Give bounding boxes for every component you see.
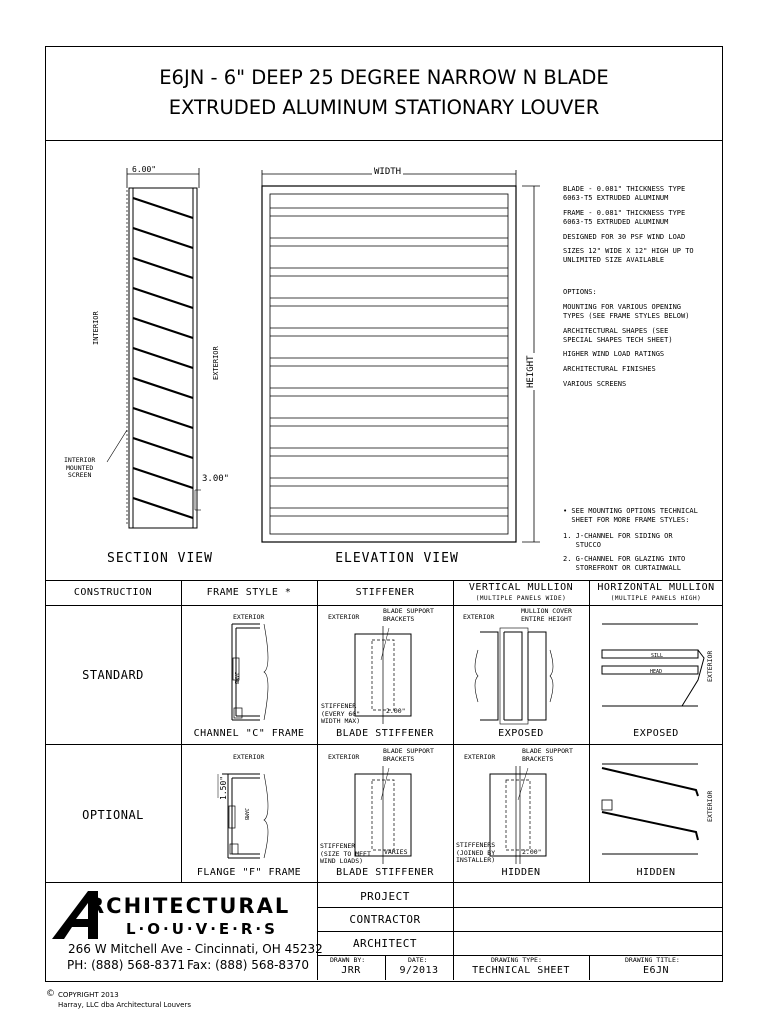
header-horizontal-mullion: HORIZONTAL MULLION xyxy=(597,582,715,593)
tb-drawn-by: JRR xyxy=(341,965,361,976)
header-stiffener: STIFFENER xyxy=(355,587,415,598)
header-frame-style: FRAME STYLE * xyxy=(206,587,292,598)
opt-vm-dim: 2.00" xyxy=(522,848,542,856)
std-vm-cover: MULLION COVER ENTIRE HEIGHT xyxy=(521,607,572,623)
elevation-view-caption: ELEVATION VIEW xyxy=(335,551,459,566)
company-address: 266 W Mitchell Ave - Cincinnati, OH 45232 xyxy=(68,942,323,956)
opt-stiffener-note: STIFFENER (SIZE TO MEET WIND LOADS) xyxy=(320,842,371,865)
spec-options-heading: OPTIONS: xyxy=(563,288,597,296)
section-exterior-label: EXTERIOR xyxy=(212,346,220,380)
std-hm-exterior: EXTERIOR xyxy=(706,650,714,682)
table-bottom-line xyxy=(45,882,723,883)
std-stiffener-exterior: EXTERIOR xyxy=(328,613,360,621)
logo-wordmark xyxy=(88,894,290,918)
std-horizontal-mullion-drawing xyxy=(600,620,710,710)
header-construction: CONSTRUCTION xyxy=(73,587,153,598)
elevation-height-dim: HEIGHT xyxy=(526,355,536,388)
company-phone: PH: (888) 568-8371 xyxy=(67,958,185,972)
opt-vm-caption: HIDDEN xyxy=(501,867,541,878)
opt-hm-caption: HIDDEN xyxy=(636,867,676,878)
opt-vm-brackets: BLADE SUPPORT BRACKETS xyxy=(522,747,573,763)
std-stiffener-note: STIFFENER (EVERY 60" WIDTH MAX) xyxy=(321,702,361,725)
elevation-view-drawing xyxy=(258,166,548,546)
table-row-divider xyxy=(45,744,723,745)
spec-option-mounting: MOUNTING FOR VARIOUS OPENING TYPES (SEE FRAME STYLES BELOW) xyxy=(563,303,690,320)
opt-stiffener-brackets: BLADE SUPPORT BRACKETS xyxy=(383,747,434,763)
spec-item-gchannel: 2. G-CHANNEL FOR GLAZING INTO STOREFRONT OR CURTAINWALL xyxy=(563,555,686,572)
section-screen-note: INTERIOR MOUNTED SCREEN xyxy=(64,456,96,479)
std-frame-caption: CHANNEL "C" FRAME xyxy=(193,728,305,739)
spec-option-finishes: ARCHITECTURAL FINISHES xyxy=(563,365,656,373)
opt-frame-caption: FLANGE "F" FRAME xyxy=(196,867,302,878)
logo-word-architectural: RCHITECTURAL xyxy=(88,894,291,918)
tb-contractor-label: CONTRACTOR xyxy=(349,913,421,926)
std-hm-sill: SILL xyxy=(651,653,664,659)
tb-drawing-type: TECHNICAL SHEET xyxy=(472,965,570,976)
spec-option-screens: VARIOUS SCREENS xyxy=(563,380,627,388)
opt-stiffener-caption: BLADE STIFFENER xyxy=(336,867,434,878)
elevation-width-dim: WIDTH xyxy=(374,167,402,177)
opt-vm-exterior: EXTERIOR xyxy=(464,753,496,761)
section-depth-dim: 6.00" xyxy=(132,165,157,174)
table-header-line xyxy=(45,605,723,606)
drawing-title-line1: E6JN - 6" DEEP 25 DEGREE NARROW N BLADE xyxy=(159,66,609,89)
titleblock-line-1 xyxy=(317,907,723,908)
opt-stiffener-exterior: EXTERIOR xyxy=(328,753,360,761)
section-blade-space-dim: 3.00" xyxy=(202,474,230,484)
std-frame-jamb: JAMB xyxy=(233,672,239,685)
company-fax: Fax: (888) 568-8370 xyxy=(187,958,309,972)
section-interior-label: INTERIOR xyxy=(92,311,100,345)
tb-drawing-type-label: DRAWING TYPE: xyxy=(491,956,542,964)
std-hm-head: HEAD xyxy=(650,669,663,675)
tb-date-label: DATE: xyxy=(408,956,428,964)
opt-vm-note: STIFFENERS (JOINED BY INSTALLER) xyxy=(456,841,496,864)
tb-project-label: PROJECT xyxy=(360,890,410,903)
spec-sizes: SIZES 12" WIDE X 12" HIGH UP TO UNLIMITED SIZE AVAILABLE xyxy=(563,247,694,264)
tb-drawing-title: E6JN xyxy=(642,965,670,976)
logo-louvers: L·O·U·V·E·R·S xyxy=(126,920,278,938)
spec-blade: BLADE - 0.081" THICKNESS TYPE 6063-T5 EXTRUDED ALUMINUM xyxy=(563,185,686,202)
spec-see-mounting: • SEE MOUNTING OPTIONS TECHNICAL SHEET FOR MORE FRAME STYLES: xyxy=(563,507,698,524)
tb-date: 9/2013 xyxy=(399,965,439,976)
copyright-text: COPYRIGHT 2013 xyxy=(58,991,119,999)
opt-frame-dim: 1.50" xyxy=(219,775,228,800)
drawing-title-line2: EXTRUDED ALUMINUM STATIONARY LOUVER xyxy=(168,96,600,119)
spec-frame: FRAME - 0.081" THICKNESS TYPE 6063-T5 EXTRUDED ALUMINUM xyxy=(563,209,686,226)
tb-drawn-by-label: DRAWN BY: xyxy=(330,956,366,964)
tb-drawing-title-label: DRAWING TITLE: xyxy=(625,956,680,964)
table-col-divider-3 xyxy=(453,580,454,980)
row-label-optional: OPTIONAL xyxy=(82,808,144,822)
opt-horizontal-mullion-drawing xyxy=(600,760,710,858)
opt-stiffener-varies: VARIES xyxy=(384,848,408,856)
std-vm-exterior: EXTERIOR xyxy=(463,613,495,621)
std-frame-exterior: EXTERIOR xyxy=(233,613,265,621)
copyright-company: Harray, LLC dba Architectural Louvers xyxy=(58,1001,192,1009)
tb-architect-label: ARCHITECT xyxy=(352,937,418,950)
titleblock-line-2 xyxy=(317,931,723,932)
std-vm-caption: EXPOSED xyxy=(498,728,544,739)
spec-option-wind: HIGHER WIND LOAD RATINGS xyxy=(563,350,665,358)
header-vertical-mullion-sub: (MULTIPLE PANELS WIDE) xyxy=(475,595,567,602)
title-divider xyxy=(45,140,723,141)
copyright-icon: © xyxy=(46,989,55,999)
spec-wind-load: DESIGNED FOR 30 PSF WIND LOAD xyxy=(563,233,686,241)
opt-frame-exterior: EXTERIOR xyxy=(233,753,265,761)
opt-frame-jamb: JAMB xyxy=(243,808,249,821)
spec-option-shapes: ARCHITECTURAL SHAPES (SEE SPECIAL SHAPES TECH SHEET) xyxy=(563,327,673,344)
opt-hm-exterior: EXTERIOR xyxy=(706,790,714,822)
std-stiffener-dim: 2.00" xyxy=(386,707,406,715)
std-hm-caption: EXPOSED xyxy=(633,728,679,739)
spec-item-jchannel: 1. J-CHANNEL FOR SIDING OR STUCCO xyxy=(563,532,673,549)
std-stiffener-caption: BLADE STIFFENER xyxy=(336,728,434,739)
std-stiffener-brackets: BLADE SUPPORT BRACKETS xyxy=(383,607,434,623)
channel-c-frame-drawing xyxy=(220,622,280,722)
header-horizontal-mullion-sub: (MULTIPLE PANELS HIGH) xyxy=(610,595,702,602)
std-vertical-mullion-drawing xyxy=(470,620,570,725)
section-view-caption: SECTION VIEW xyxy=(107,551,213,566)
table-top-line xyxy=(45,580,723,581)
header-vertical-mullion: VERTICAL MULLION xyxy=(468,582,574,593)
row-label-standard: STANDARD xyxy=(82,668,144,682)
